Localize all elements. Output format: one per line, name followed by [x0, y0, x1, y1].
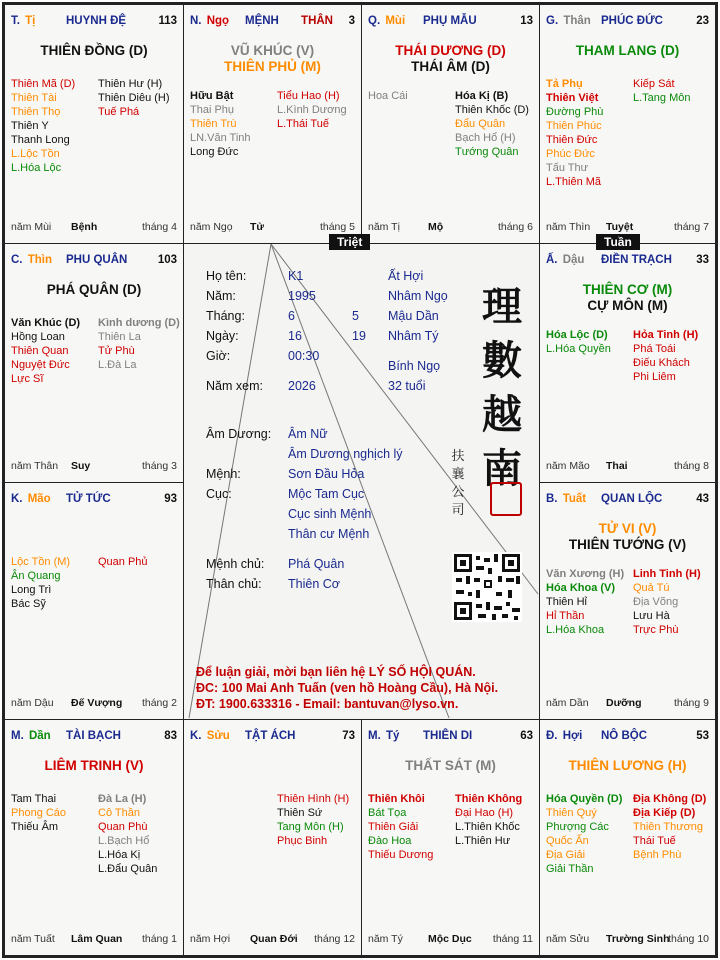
minor-star: L.Kình Dương — [277, 104, 347, 116]
palace-number: 93 — [164, 493, 177, 505]
main-star: LIÊM TRINH (V) — [44, 758, 144, 773]
minor-star: Địa Võng — [633, 596, 679, 608]
palace-hoi — [539, 719, 716, 956]
minor-star: Hữu Bật — [190, 90, 234, 102]
palace-position: K. Mão — [11, 493, 51, 505]
palace-number: 103 — [157, 254, 177, 266]
minor-star: Thiên Tài — [11, 92, 57, 104]
minor-star: Thiên La — [98, 331, 141, 343]
minor-star: Thiên Y — [11, 120, 49, 132]
palace-number: 13 — [520, 15, 533, 27]
minor-star: Hóa Kị (B) — [455, 90, 509, 102]
main-star: TỬ VI (V) — [598, 521, 657, 536]
body-lord-label: Thân chủ: — [206, 577, 262, 591]
minor-star: Thiên Sứ — [277, 807, 323, 819]
minor-star: L.Đẩu Quân — [98, 863, 158, 875]
minor-star: Hỉ Thần — [546, 610, 585, 622]
minor-stars-right — [98, 77, 170, 119]
main-star: THIÊN PHỦ (M) — [224, 59, 321, 74]
life-stage: Đế Vượng — [71, 697, 123, 709]
minor-star: Văn Khúc (D) — [11, 317, 81, 329]
body-position: Thân cư Mệnh — [288, 527, 370, 541]
minor-star: Hỏa Tinh (H) — [633, 329, 699, 341]
palace-footer — [368, 933, 533, 947]
palace-position: Ấ. Dậu — [546, 254, 585, 266]
palace-header — [190, 15, 355, 29]
age-value: 32 tuổi — [388, 379, 426, 393]
name-label: Họ tên: — [206, 269, 247, 283]
minor-star: Quả Tú — [633, 582, 670, 594]
palace-header — [190, 730, 355, 744]
minor-stars-left — [546, 792, 622, 876]
life-stage: Tử — [250, 221, 265, 233]
life-stage: Trường Sinh — [606, 933, 670, 945]
seal-text: 扶 襄 公 司 — [451, 449, 465, 518]
palace-year: năm Hợi — [190, 933, 231, 945]
name-value: K1 — [288, 269, 304, 283]
palace-header — [368, 730, 533, 744]
main-star: CỰ MÔN (M) — [587, 298, 668, 313]
palace-month: tháng 4 — [141, 221, 177, 233]
lunar-day: 19 — [352, 329, 366, 343]
qr-code-icon — [452, 552, 522, 622]
main-star: THIÊN CƠ (M) — [582, 282, 673, 297]
minor-star: Giải Thần — [546, 863, 594, 875]
minor-star: Phong Cáo — [11, 807, 67, 819]
palace-header — [546, 254, 709, 268]
month-label: Tháng: — [206, 309, 245, 323]
palace-number: 63 — [520, 730, 533, 742]
life-stage: Thai — [606, 460, 628, 472]
main-star: THẤT SÁT (M) — [405, 758, 496, 773]
minor-star: Văn Xương (H) — [546, 568, 625, 580]
minor-star: L.Hóa Khoa — [546, 624, 605, 636]
palace-footer — [190, 933, 355, 947]
minor-stars-right — [633, 77, 690, 105]
palace-month: tháng 7 — [673, 221, 709, 233]
minor-stars-left — [11, 555, 70, 611]
life-stage: Tuyệt — [606, 221, 634, 233]
main-star: THÁI ÂM (D) — [411, 59, 490, 74]
minor-star: Hóa Khoa (V) — [546, 582, 616, 594]
minor-star: Hóa Quyền (D) — [546, 793, 623, 805]
palace-month: tháng 2 — [141, 697, 177, 709]
minor-star: Thiếu Dương — [368, 849, 434, 861]
minor-stars-left — [546, 567, 624, 637]
minor-star: Thiếu Âm — [11, 821, 59, 833]
destiny-lord-value: Phá Quân — [288, 557, 345, 571]
palace-header — [546, 493, 709, 507]
palace-position: G. Thân — [546, 15, 591, 27]
palace-footer — [11, 460, 177, 474]
minor-star: L.Đà La — [98, 359, 137, 371]
palace-year: năm Mão — [546, 460, 590, 472]
palace-than — [539, 4, 716, 244]
minor-star: Thiên Không — [455, 793, 523, 805]
palace-position: B. Tuất — [546, 493, 587, 505]
yinyang-label: Âm Dương: — [206, 427, 272, 441]
center-info-panel — [184, 244, 540, 720]
palace-position: K. Sửu — [190, 730, 230, 742]
palace-name: PHÚC ĐỨC — [601, 15, 663, 27]
cuc-note: Cục sinh Mệnh — [288, 507, 372, 521]
minor-star: Thiên Thương — [633, 821, 704, 833]
contact-address: ĐC: 100 Mai Anh Tuấn (ven hồ Hoàng Cầu), Hà Nội. — [196, 681, 499, 695]
palace-footer — [11, 933, 177, 947]
minor-star: Thiên Việt — [546, 92, 599, 104]
minor-stars-right — [455, 89, 529, 159]
minor-star: Đẩu Quân — [455, 118, 506, 130]
palace-number: 43 — [696, 493, 709, 505]
main-star: VŨ KHÚC (V) — [230, 43, 315, 58]
palace-footer — [11, 221, 177, 235]
palace-month: tháng 10 — [668, 933, 709, 945]
palace-position: N. Ngọ — [190, 15, 230, 27]
minor-star: Kình dương (D) — [98, 317, 180, 329]
minor-star: Thiên Quý — [546, 807, 597, 819]
minor-star: Địa Kiếp (D) — [633, 807, 696, 819]
life-stage: Lâm Quan — [71, 933, 123, 945]
life-stage: Dưỡng — [606, 697, 642, 709]
day-canchi: Mậu Dần — [388, 309, 439, 323]
palace-name: THIÊN DI — [423, 730, 473, 742]
palace-footer — [11, 697, 177, 711]
palace-header — [11, 493, 177, 507]
palace-thin — [4, 243, 184, 483]
minor-star: Kiếp Sát — [633, 78, 675, 90]
minor-star: Thiên Đức — [546, 134, 598, 146]
main-stars — [362, 43, 539, 75]
main-stars — [184, 43, 361, 75]
contact-block — [196, 664, 498, 712]
palace-number: 113 — [158, 15, 177, 27]
minor-star: Linh Tinh (H) — [633, 568, 701, 580]
palace-year: năm Sửu — [546, 933, 590, 945]
minor-star: Đại Hao (H) — [455, 807, 514, 819]
minor-star: L.Bạch Hổ — [98, 835, 150, 847]
triet-tag: Triệt — [329, 234, 370, 250]
minor-stars-left — [11, 77, 75, 175]
year-label: Năm: — [206, 289, 236, 303]
palace-footer — [546, 460, 709, 474]
minor-star: Thiên Hình (H) — [277, 793, 350, 805]
palace-header — [546, 15, 709, 29]
minor-stars-right — [633, 567, 701, 637]
palace-month: tháng 6 — [497, 221, 533, 233]
minor-star: L.Lộc Tồn — [11, 148, 60, 160]
contact-line-1: Để luận giải, mời bạn liên hệ LÝ SỐ HỘI QUÁN. — [196, 665, 476, 679]
palace-name: HUYNH ĐỆ — [66, 15, 127, 27]
minor-star: Tam Thai — [11, 793, 57, 805]
view-year-canchi: Bính Ngọ — [388, 359, 441, 373]
minor-star: Địa Không (D) — [633, 793, 707, 805]
minor-star: Thai Phụ — [190, 104, 235, 116]
minor-star: Phá Toái — [633, 343, 676, 355]
month-value: 6 — [288, 309, 295, 323]
minor-star: L.Thái Tuế — [277, 118, 329, 130]
palace-year: năm Tị — [368, 221, 400, 233]
destiny-lord-label: Mệnh chủ: — [206, 557, 265, 571]
palace-number: 3 — [348, 15, 355, 27]
yinyang-note: Âm Dương nghịch lý — [288, 447, 403, 461]
palace-ty — [4, 4, 184, 244]
minor-star: Thiên Khôi — [368, 793, 425, 805]
minor-stars-right — [98, 555, 148, 569]
minor-star: Hóa Lộc (D) — [546, 329, 608, 341]
minor-stars-left — [546, 77, 603, 189]
main-stars — [5, 758, 183, 774]
minor-stars-left — [190, 89, 251, 159]
main-stars — [540, 758, 715, 774]
main-stars — [362, 758, 539, 774]
minor-star: Tuế Phá — [98, 106, 140, 118]
minor-stars-left — [368, 89, 408, 103]
minor-star: Tiểu Hao (H) — [277, 90, 340, 102]
red-seal-icon — [490, 482, 522, 516]
palace-month: tháng 12 — [314, 933, 355, 945]
minor-stars-left — [368, 792, 433, 862]
day-label: Ngày: — [206, 329, 239, 343]
palace-mui — [361, 4, 540, 244]
minor-stars-right — [277, 89, 347, 131]
minor-star: Tả Phụ — [546, 78, 583, 90]
destiny-value: Sơn Đầu Hỏa — [288, 467, 365, 481]
palace-name: TỬ TỨC — [66, 493, 111, 505]
minor-star: L.Hóa Quyền — [546, 343, 611, 355]
minor-stars-right — [98, 316, 180, 372]
palace-year: năm Tuất — [11, 933, 55, 945]
palace-position: C. Thìn — [11, 254, 52, 266]
minor-star: Trực Phù — [633, 624, 679, 636]
minor-star: Long Đức — [190, 146, 239, 158]
minor-star: Lưu Hà — [633, 610, 670, 622]
minor-stars-left — [546, 328, 611, 356]
minor-star: Cô Thần — [98, 807, 140, 819]
minor-star: Thiên Diêu (H) — [98, 92, 170, 104]
palace-footer — [368, 221, 533, 235]
minor-star: L.Hóa Kị — [98, 849, 141, 861]
palace-month: tháng 8 — [673, 460, 709, 472]
palace-position: T. Tị — [11, 15, 36, 27]
palace-number: 23 — [696, 15, 709, 27]
minor-stars-right — [633, 328, 698, 384]
minor-star: Thiên Quan — [11, 345, 69, 357]
minor-star: Tướng Quân — [455, 146, 519, 158]
minor-star: Thanh Long — [11, 134, 70, 146]
hour-canchi: Nhâm Tý — [388, 329, 439, 343]
main-star: THIÊN TƯỚNG (V) — [568, 537, 687, 552]
month-canchi: Nhâm Ngọ — [388, 289, 448, 303]
palace-position: Đ. Hợi — [546, 730, 583, 742]
palace-name: TÀI BẠCH — [66, 730, 121, 742]
palace-dau — [539, 243, 716, 483]
minor-star: Thiên Trù — [190, 118, 237, 130]
palace-month: tháng 9 — [673, 697, 709, 709]
life-stage: Suy — [71, 460, 91, 472]
main-star: THIÊN LƯƠNG (H) — [568, 758, 687, 773]
palace-number: 33 — [696, 254, 709, 266]
palace-position: M. Dần — [11, 730, 51, 742]
palace-footer — [190, 221, 355, 235]
minor-star: Điếu Khách — [633, 357, 690, 369]
palace-year: năm Dậu — [11, 697, 54, 709]
body-marker: THÂN — [301, 15, 333, 27]
main-star: THÁI DƯƠNG (D) — [395, 43, 506, 58]
palace-position: M. Tý — [368, 730, 400, 742]
palace-ti — [361, 719, 540, 956]
main-stars — [540, 282, 715, 314]
palace-year: năm Thân — [11, 460, 59, 472]
palace-year: năm Tý — [368, 933, 403, 945]
yinyang-value: Âm Nữ — [288, 427, 328, 441]
minor-star: L.Hóa Lộc — [11, 162, 62, 174]
minor-stars-left — [11, 316, 80, 386]
minor-star: Phượng Các — [546, 821, 609, 833]
minor-star: Thiên Giải — [368, 821, 419, 833]
minor-star: Tấu Thư — [546, 162, 589, 174]
contact-phone-email: ĐT: 1900.633316 - Email: bantuvan@lyso.vn. — [196, 697, 459, 711]
minor-star: Phúc Đức — [546, 148, 595, 160]
cuc-label: Cục: — [206, 487, 232, 501]
palace-header — [11, 15, 177, 29]
minor-star: Thiên Thọ — [11, 106, 61, 118]
palace-tuat — [539, 482, 716, 720]
minor-star: Tử Phù — [98, 345, 135, 357]
palace-header — [546, 730, 709, 744]
palace-position: Q. Mùi — [368, 15, 406, 27]
minor-star: Long Trì — [11, 584, 52, 596]
minor-star: Đà La (H) — [98, 793, 147, 805]
palace-ngo — [183, 4, 362, 244]
life-stage: Quan Đới — [250, 933, 298, 945]
palace-name: PHU QUÂN — [66, 254, 128, 266]
palace-name: PHỤ MẪU — [423, 15, 477, 27]
palace-header — [11, 730, 177, 744]
body-lord-value: Thiên Cơ — [288, 577, 340, 591]
palace-month: tháng 1 — [141, 933, 177, 945]
palace-name: MỆNH — [245, 15, 279, 27]
main-stars — [5, 43, 183, 59]
palace-number: 53 — [696, 730, 709, 742]
view-year-label: Năm xem: — [206, 379, 263, 393]
hour-value: 00:30 — [288, 349, 320, 363]
palace-footer — [546, 933, 709, 947]
minor-star: Bát Tọa — [368, 807, 407, 819]
palace-number: 83 — [164, 730, 177, 742]
day-value: 16 — [288, 329, 302, 343]
horoscope-chart — [2, 2, 718, 958]
year-canchi: Ất Hợi — [388, 269, 424, 283]
minor-star: Đào Hoa — [368, 835, 412, 847]
hour-label: Giờ: — [206, 349, 231, 363]
palace-header — [11, 254, 177, 268]
minor-stars-right — [277, 792, 349, 848]
palace-suu — [183, 719, 362, 956]
minor-star: Bạch Hổ (H) — [455, 132, 516, 144]
minor-stars-right — [98, 792, 157, 876]
palace-month: tháng 3 — [141, 460, 177, 472]
minor-star: Thiên Mã (D) — [11, 78, 76, 90]
minor-star: Nguyệt Đức — [11, 359, 70, 371]
minor-star: Thái Tuế — [633, 835, 676, 847]
palace-year: năm Mùi — [11, 221, 52, 233]
minor-star: Thiên Hỉ — [546, 596, 587, 608]
life-stage: Mộc Dục — [428, 933, 472, 945]
minor-stars-right — [633, 792, 706, 862]
palace-footer — [546, 221, 709, 235]
minor-star: Ân Quang — [11, 570, 61, 582]
minor-stars-right — [455, 792, 522, 848]
minor-star: Đường Phù — [546, 106, 604, 118]
minor-star: Thiên Hư (H) — [98, 78, 163, 90]
minor-star: Lộc Tồn (M) — [11, 556, 71, 568]
minor-star: LN.Văn Tinh — [190, 132, 251, 144]
main-star: PHÁ QUÂN (D) — [46, 282, 142, 297]
palace-name: QUAN LỘC — [601, 493, 663, 505]
minor-stars-left — [11, 792, 66, 834]
year-value: 1995 — [288, 289, 316, 303]
minor-star: Lực Sĩ — [11, 373, 44, 385]
palace-name: NÔ BỘC — [601, 730, 647, 742]
palace-year: năm Ngọ — [190, 221, 233, 233]
minor-star: Bệnh Phù — [633, 849, 682, 861]
palace-name: ĐIỀN TRẠCH — [601, 254, 672, 266]
minor-star: L.Thiên Mã — [546, 176, 602, 188]
palace-header — [368, 15, 533, 29]
minor-star: Thiên Phúc — [546, 120, 602, 132]
main-star: THAM LANG (D) — [575, 43, 680, 58]
minor-star: L.Thiên Hư — [455, 835, 511, 847]
main-stars — [540, 43, 715, 59]
minor-star: Hoa Cái — [368, 90, 408, 102]
life-stage: Bệnh — [71, 221, 98, 233]
minor-star: L.Thiên Khốc — [455, 821, 520, 833]
life-stage: Mộ — [428, 221, 444, 233]
minor-star: L.Tang Môn — [633, 92, 691, 104]
minor-star: Địa Giải — [546, 849, 586, 861]
calligraphy-logo: 理 數 越 南 — [482, 283, 522, 492]
palace-dan — [4, 719, 184, 956]
minor-star: Thiên Khốc (D) — [455, 104, 529, 116]
minor-star: Quan Phủ — [98, 556, 148, 568]
minor-star: Phi Liêm — [633, 371, 676, 383]
palace-month: tháng 11 — [492, 933, 533, 945]
minor-star: Phục Binh — [277, 835, 328, 847]
tuan-tag: Tuần — [596, 234, 640, 250]
minor-star: Hồng Loan — [11, 331, 65, 343]
main-stars — [540, 521, 715, 553]
palace-month: tháng 5 — [319, 221, 355, 233]
cuc-value: Mộc Tam Cục — [288, 487, 365, 501]
lunar-month: 5 — [352, 309, 359, 323]
palace-name: TẬT ÁCH — [245, 730, 296, 742]
palace-footer — [546, 697, 709, 711]
palace-year: năm Thìn — [546, 221, 591, 233]
main-stars — [5, 282, 183, 298]
palace-number: 73 — [342, 730, 355, 742]
minor-star: Quan Phù — [98, 821, 148, 833]
main-star: THIÊN ĐỒNG (D) — [40, 43, 148, 58]
minor-star: Tang Môn (H) — [277, 821, 344, 833]
destiny-label: Mệnh: — [206, 467, 241, 481]
palace-mao — [4, 482, 184, 720]
minor-star: Bác Sỹ — [11, 598, 46, 610]
palace-year: năm Dần — [546, 697, 589, 709]
minor-star: Quốc Ấn — [546, 835, 589, 847]
view-year-value: 2026 — [288, 379, 316, 393]
